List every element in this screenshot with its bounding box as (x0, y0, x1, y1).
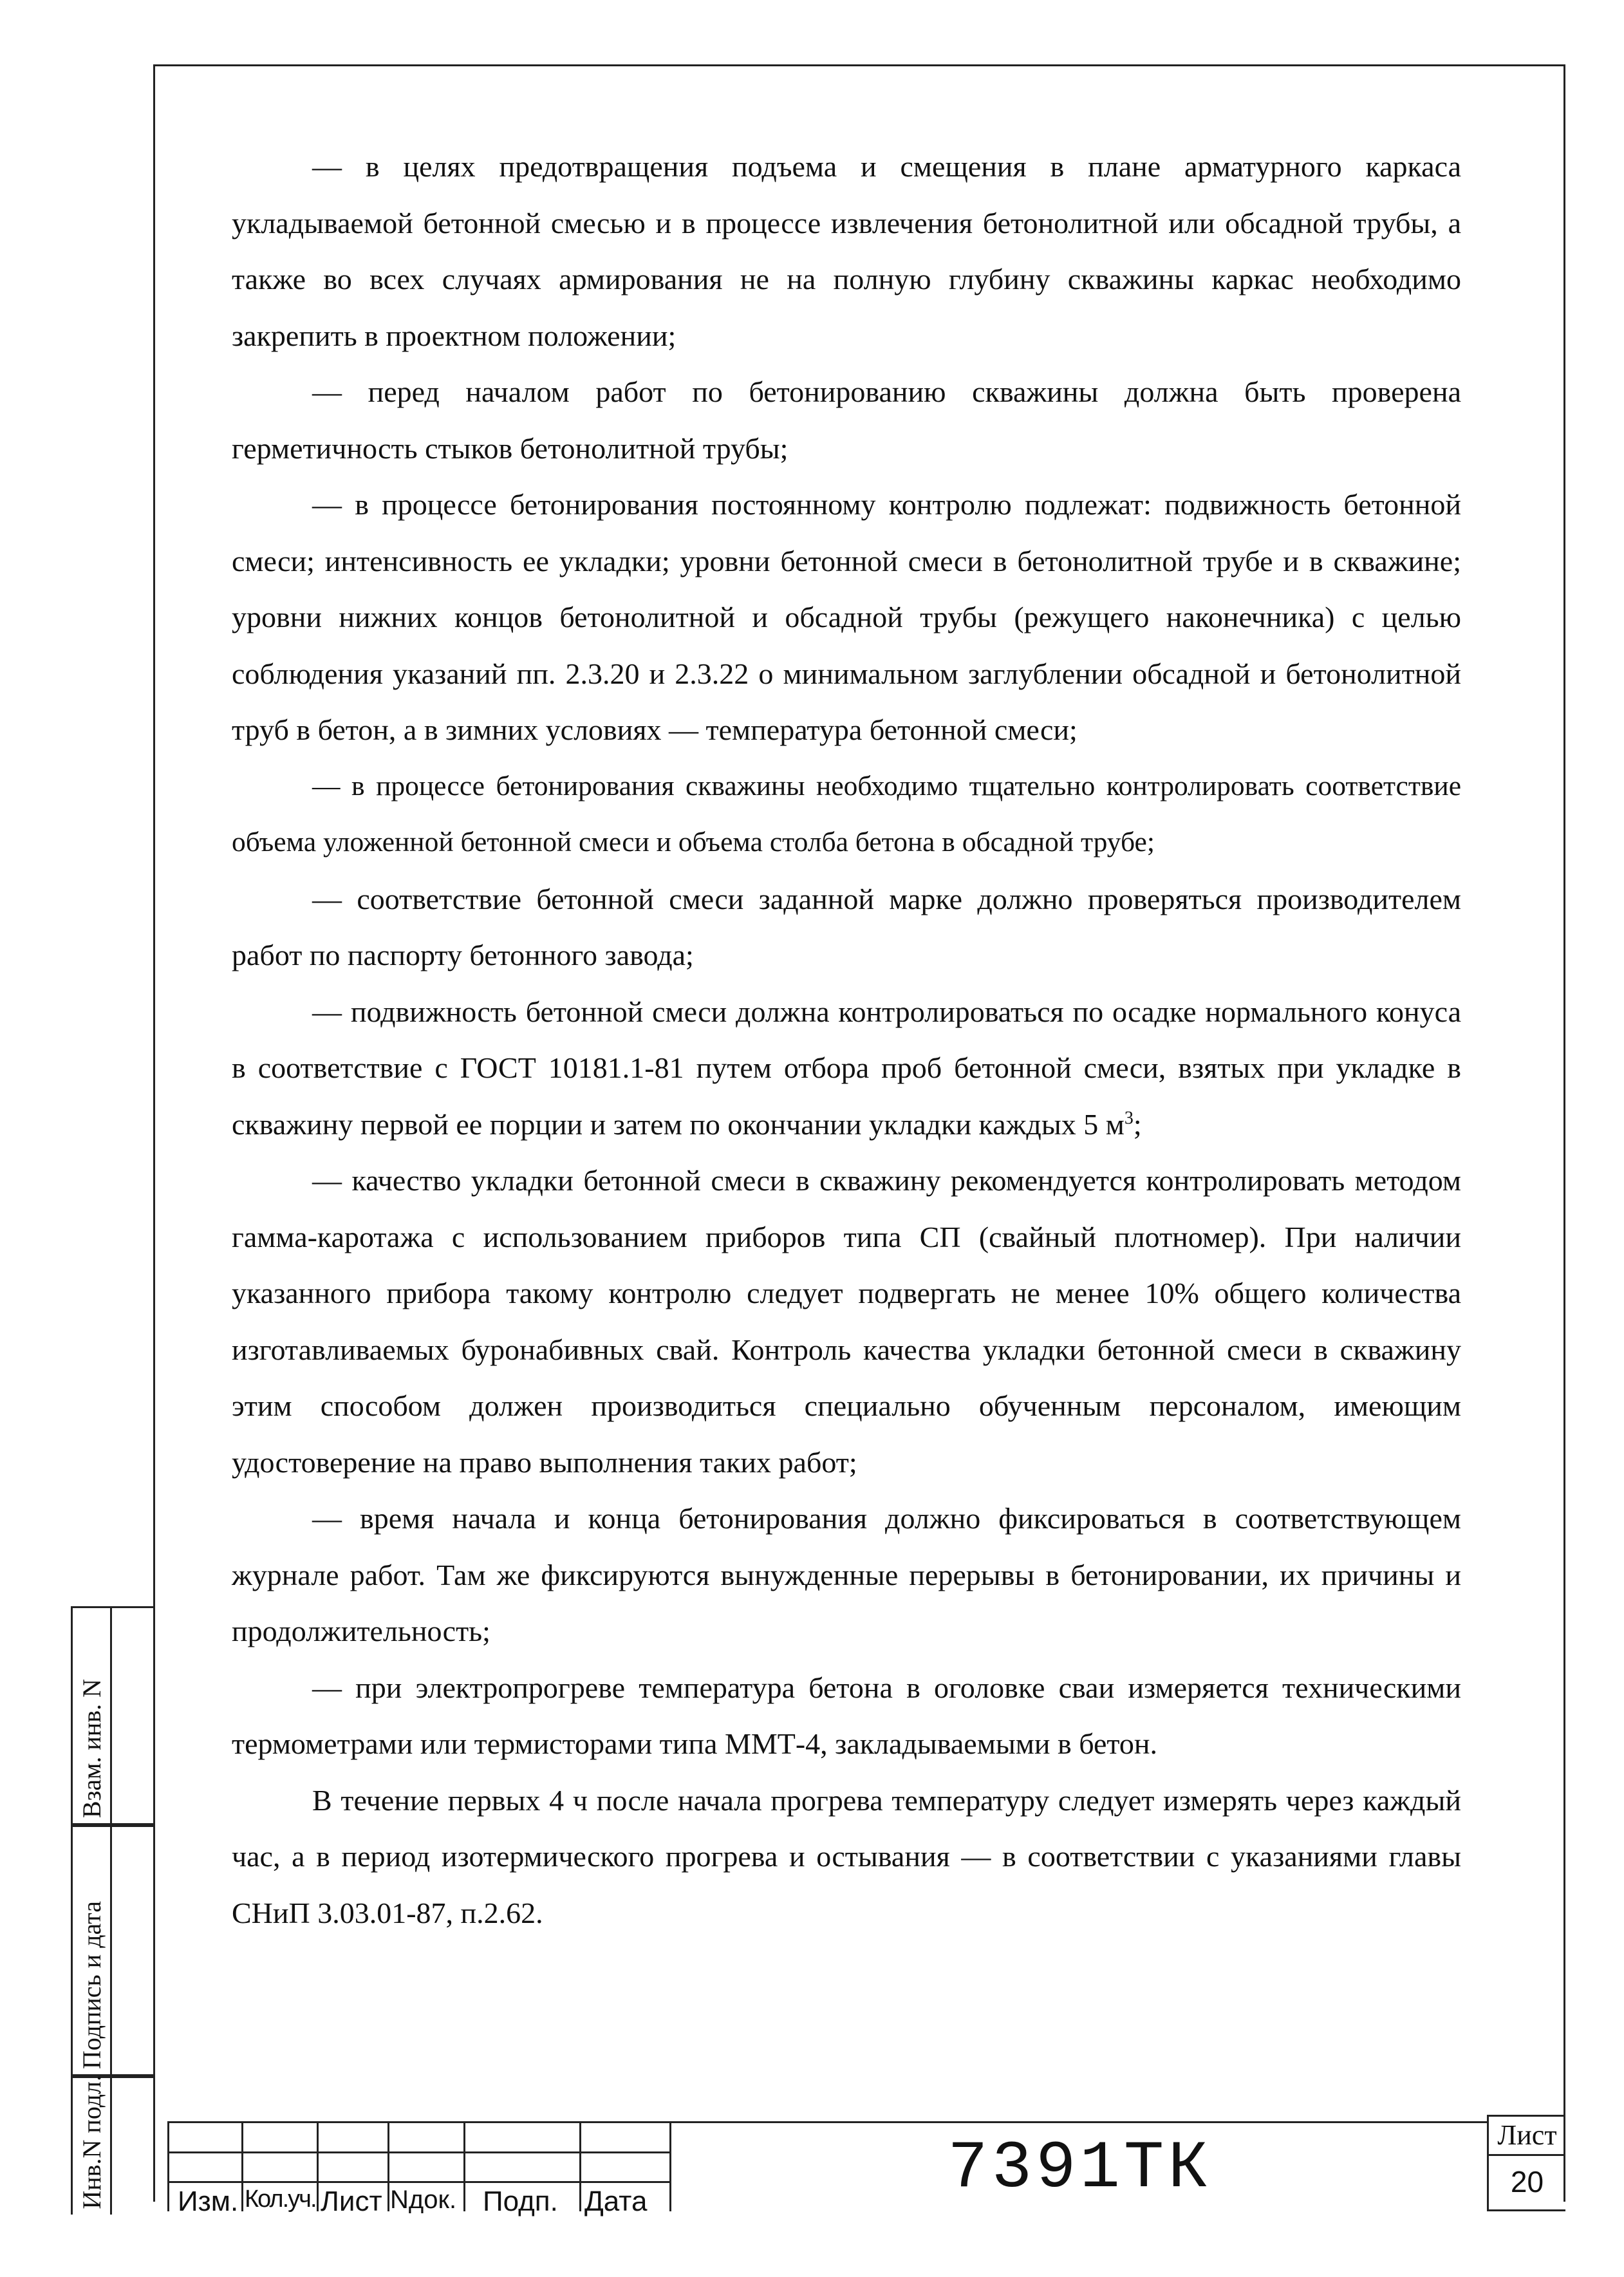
paragraph-7: — качество укладки бетонной смеси в скважину рекомендуется контролировать методом гамма-каротажа с использованием приборов типа СП (свайный плотномер). При наличии указанного прибора такому контролю следует подвергать не менее 10% общего количества изготавливаемых буронабивных свай. Контроль качества укладки бетонной смеси в скважину этим способом должен производиться специально обученным персоналом, имеющим удостоверение на право выполнения таких работ; (232, 1164, 1461, 1479)
sheet-box (1487, 2115, 1565, 2211)
side-label-vzam: Взам. инв. N (77, 1678, 106, 1818)
caption-koluch: Кол.уч. (245, 2186, 316, 2213)
caption-data: Дата (584, 2186, 648, 2217)
title-block-grid (167, 2121, 669, 2217)
superscript-cube: 3 (1124, 1108, 1134, 1129)
side-label-podpis: Подпись и дата (77, 1900, 106, 2069)
caption-izm: Изм. (178, 2186, 239, 2217)
paragraph-3: — в процессе бетонирования постоянному контролю подлежат: подвижность бетонной смеси; интенсивность ее укладки; уровни бетонной смеси в бетонолитной трубе и в скважине; уровни нижних концов бетонолитной и обсадной трубы (режущего наконечника) с целью соблюдения указаний пп. 2.3.20 и 2.3.22 о минимальном заглублении обсадной и бетонолитной труб в бетон, а в зимних условиях — температура бетонной смеси; (232, 488, 1461, 746)
title-block-main (669, 2121, 1488, 2211)
document-body (232, 138, 1461, 1941)
paragraph-4: — в процессе бетонирования скважины необходимо тщательно контролировать соответствие объема уложенной бетонной смеси и объема столба бетона в обсадной трубе; (232, 770, 1461, 857)
side-col (73, 1608, 112, 1823)
side-box-vzam (71, 1606, 153, 1825)
side-col (73, 1827, 112, 2074)
title-block (167, 2121, 1565, 2217)
paragraph-6-text: — подвижность бетонной смеси должна контролироваться по осадке нормального конуса в соответствие с ГОСТ 10181.1-81 путем отбора проб бетонной смеси, взятых при укладке в скважину первой ее порции и затем по окончании укладки каждых 5 м (232, 995, 1461, 1141)
paragraph-5: — соответствие бетонной смеси заданной марке должно проверяться производителем работ по паспорту бетонного завода; (232, 882, 1461, 971)
paragraph-9: — при электропрогреве температура бетона в оголовке сваи измеряется техническими термометрами или термисторами типа ММТ-4, закладываемыми в бетон. (232, 1671, 1461, 1760)
document-number: 7391ТК (947, 2131, 1212, 2207)
sheet-label: Лист (1489, 2117, 1565, 2156)
side-col (73, 2075, 112, 2215)
side-label-inv: Инв.N подл. (77, 2075, 106, 2209)
paragraph-1: — в целях предотвращения подъема и смещения в плане арматурного каркаса укладываемой бетонной смесью и в процессе извлечения бетонолитной или обсадной трубы, а также во всех случаях армирования не на полную глубину скважины каркас необходимо закрепить в проектном положении; (232, 150, 1461, 352)
side-box-podpis (71, 1825, 153, 2076)
paragraph-6-tail: ; (1133, 1107, 1142, 1141)
side-box-inv (71, 2076, 153, 2215)
paragraph-2: — перед началом работ по бетонированию скважины должна быть проверена герметичность стыков бетонолитной трубы; (232, 375, 1461, 465)
sheet-number: 20 (1510, 2165, 1544, 2198)
caption-list: Лист (321, 2186, 382, 2217)
caption-ndok: Nдок. (390, 2186, 457, 2214)
paragraph-6 (232, 984, 1461, 1153)
paragraph-8: — время начала и конца бетонирования должно фиксироваться в соответствующем журнале работ. Там же фиксируются вынужденные перерывы в бетонировании, их причины и продолжительность; (232, 1502, 1461, 1647)
paragraph-10: В течение первых 4 ч после начала прогрева температуру следует измерять через каждый час, а в период изотермического прогрева и остывания — в соответствии с указаниями главы СНиП 3.03.01-87, п.2.62. (232, 1783, 1461, 1929)
caption-podp: Подп. (483, 2186, 558, 2217)
